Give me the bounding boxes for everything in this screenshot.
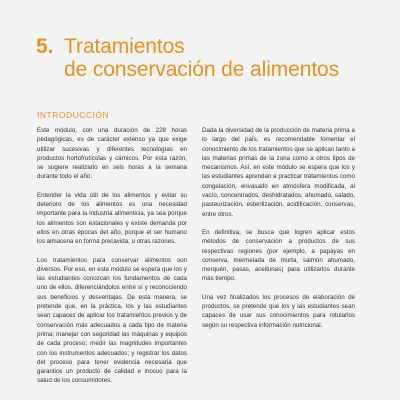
paragraph: Una vez finalizados los procesos de elaboración de productos, se pretende que los y las estudiantes sean capaces de usar sus conocimientos para rotularlos según su respectiva información nutricional. bbox=[202, 293, 355, 329]
left-column bbox=[37, 126, 187, 395]
paragraph: Entender la vida útil de los alimentos y evitar su deterioro de los alimentos es una necesidad importante para la industria alimenticia, ya sea porque los alimentos son estacionales y existe demanda por ellos en otras épocas del año, porque el ser humano los almacena en forma precavida, u otras razones. bbox=[37, 191, 187, 246]
paragraph: Este módulo, con una duración de 228 horas pedagógicas, es de carácter extenso ya que exige utilizar sucesivas y diferentes tecnologías en productos hortofrutícolas y cárnicos. Por esta razón, se sugiere realizarlo en seis horas a la semana durante todo el año. bbox=[37, 127, 187, 181]
chapter-title-line-2: de conservación de alimentos bbox=[64, 58, 340, 81]
right-column bbox=[202, 126, 355, 339]
chapter-number: 5. bbox=[36, 35, 54, 58]
paragraph: Los tratamientos para conservar alimentos son diversos. Por eso, en este módulo se espera que los y las estudiantes conozcan los fundamentos de cada uno de ellos, diferenciándolos entre sí y reconociendo sus beneficios y desventajas. De esta manera, se pretende que, en la práctica, los y las estudiantes sean capaces de aplicar los tratamientos previos y de conservación más adecuados a cada tipo de materia prima; manejar con seguridad las máquinas y equipos de cada proceso; medir las magnitudes importantes con los instrumentos adecuados; y registrar los datos del proceso para tener evidencia necesaria que garantice un producto de calidad e inocuo para la salud de los consumidores. bbox=[37, 256, 187, 385]
paragraph: En definitiva, se busca que logren aplicar estos métodos de conservación a productos de sus respectivas regiones (por ejemplo, a papayas en conserva, mermelada de murta, salmón ahumado, merquén, pasas, aceitunas) para utilizarlos durante más tiempo. bbox=[202, 228, 355, 283]
chapter-title-line-1: Tratamientos bbox=[64, 35, 185, 58]
paragraph: Dada la diversidad de la producción de materia prima a lo largo del país, es recomendable fomentar el conocimiento de los tratamientos que se aplican tanto a las materias primas de la zona como a otros tipos de mecanismos. Así, en este módulo se espera que los y las estudiantes aprendan a practicar tratamientos como congelación, envasado en atmósfera modificada, al vacío, concentrados, deshidratados, ahumado, salado, pasteurización, esterilización, acidificación, conservas, entre otros. bbox=[202, 127, 355, 218]
section-label: INTRODUCCIÓN bbox=[37, 110, 110, 120]
chapter-heading bbox=[36, 35, 340, 81]
